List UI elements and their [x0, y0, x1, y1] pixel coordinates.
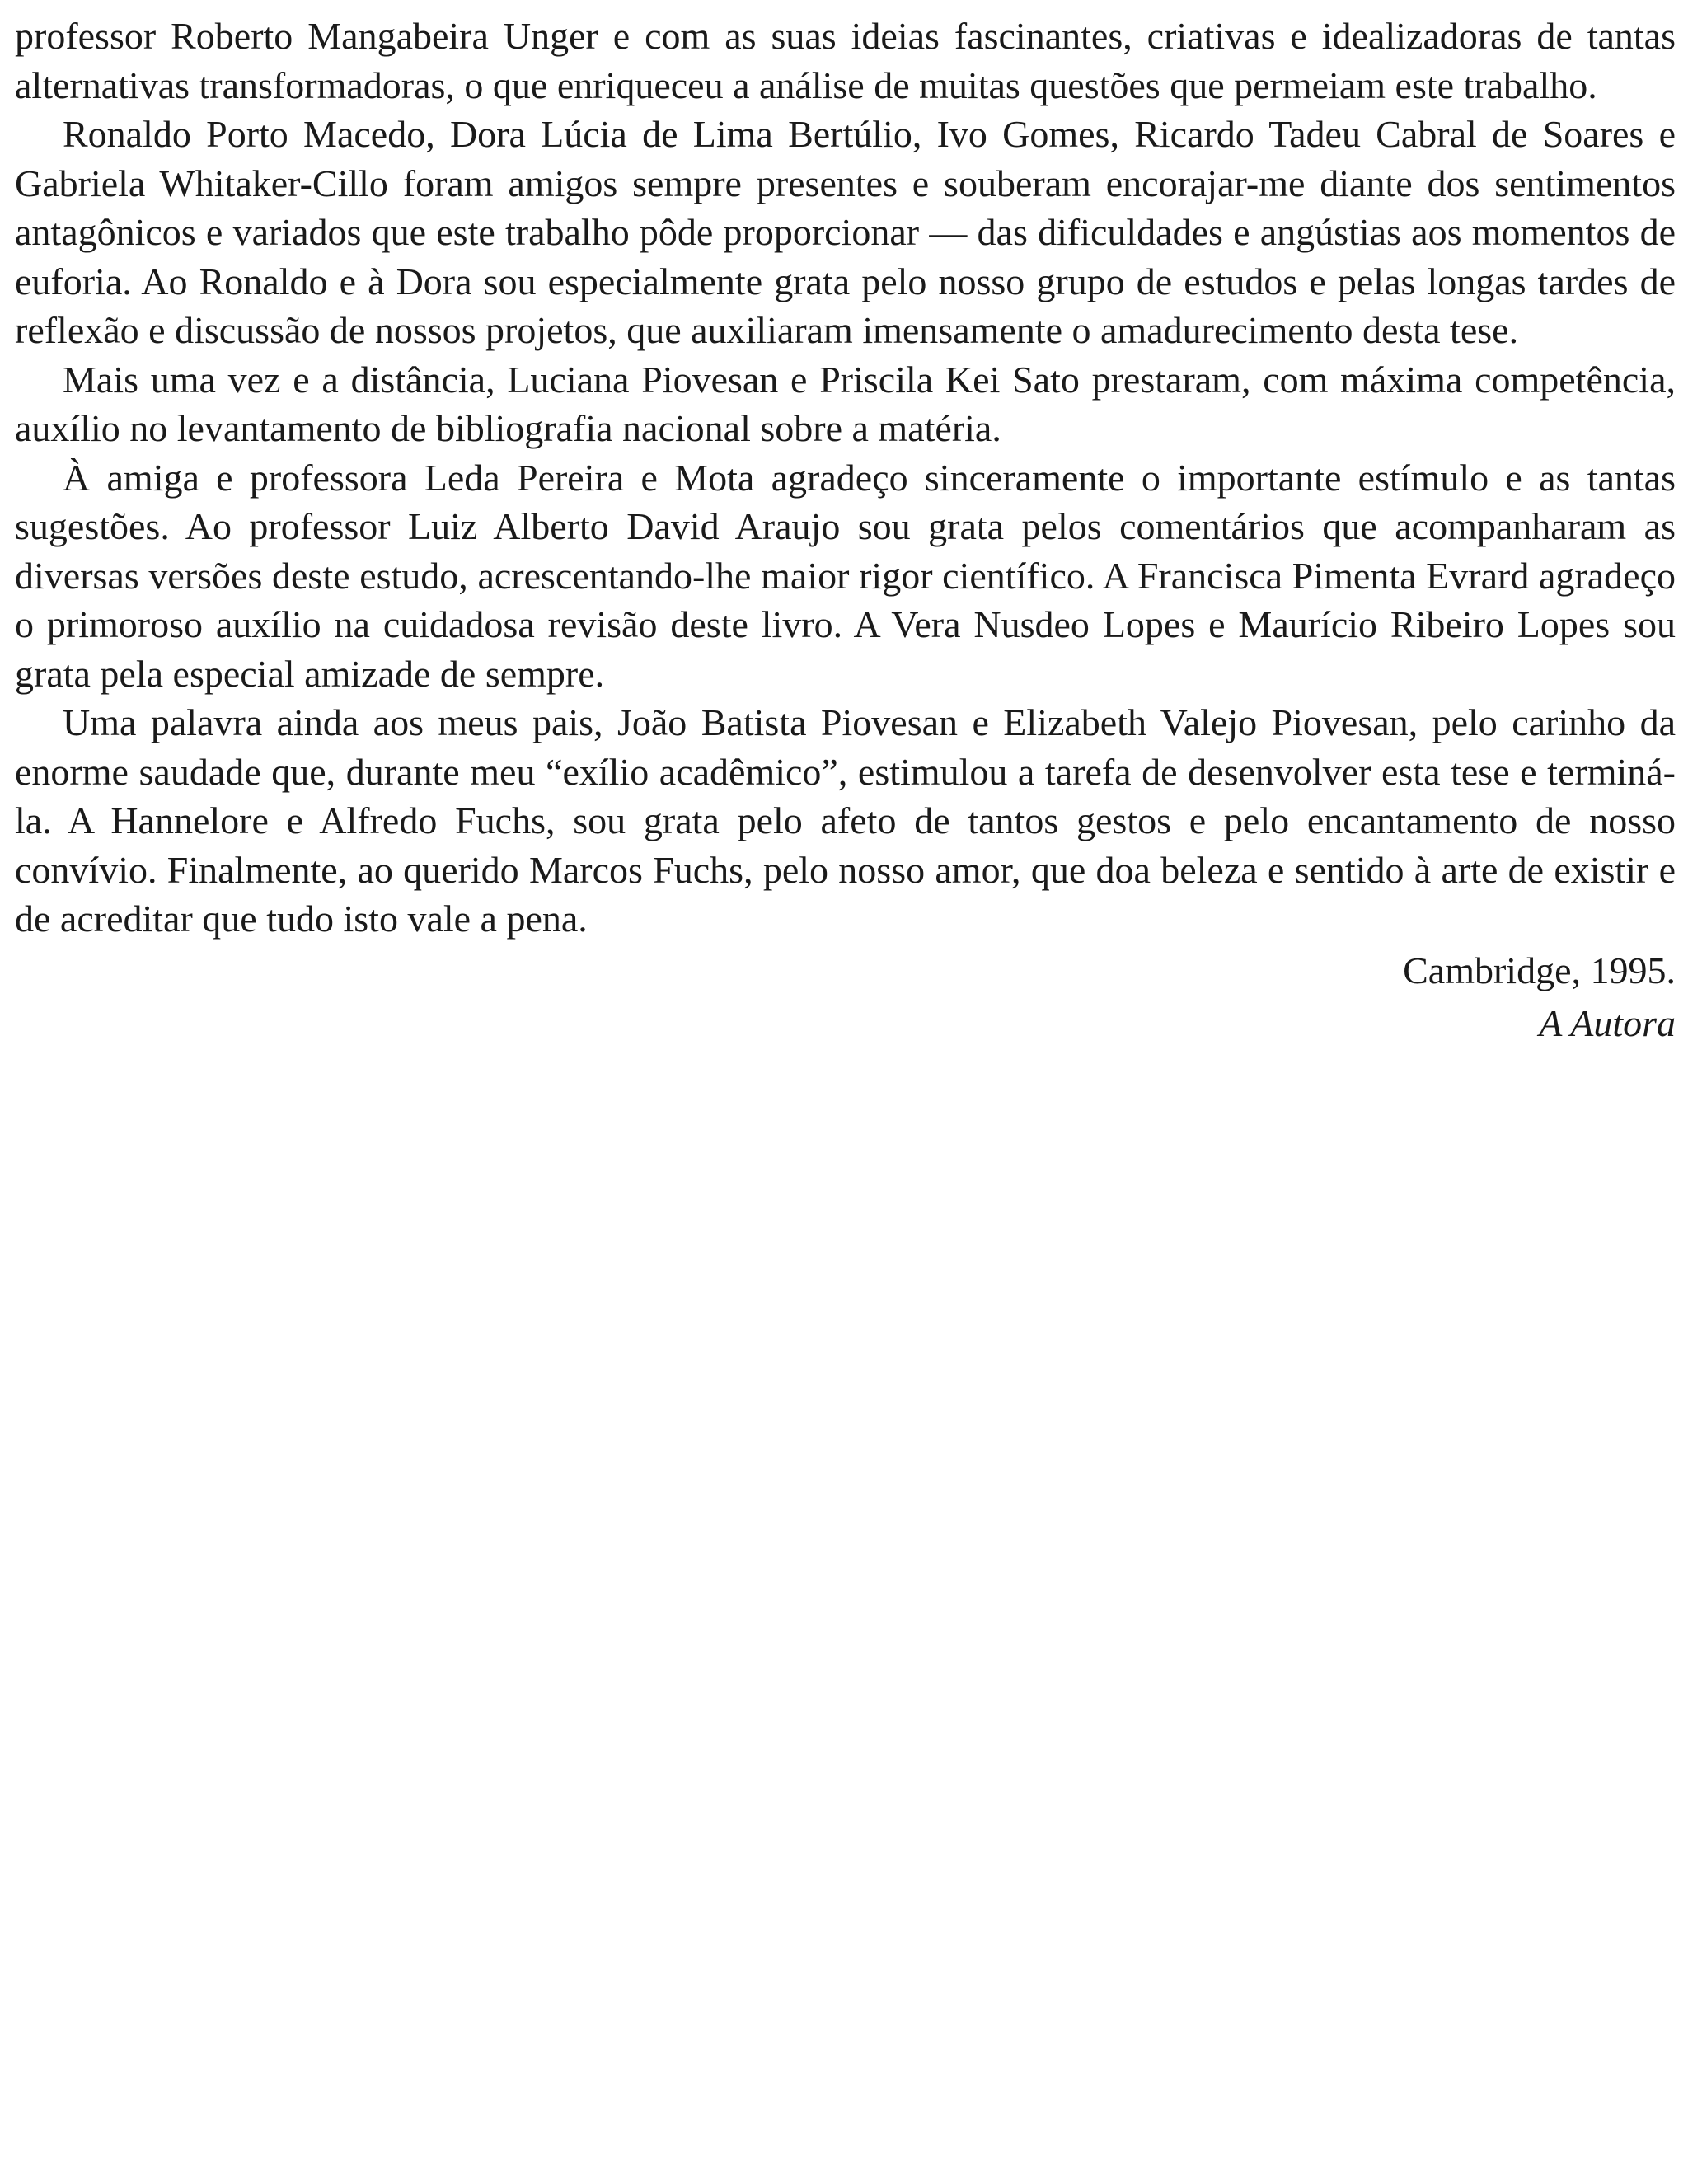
author-signature: A Autora — [1539, 1001, 1676, 1044]
document-page — [15, 12, 1676, 1048]
paragraph-unger: professor Roberto Mangabeira Unger e com as suas ideias fascinantes, criativas e idealizadoras de tantas alternativas transformadoras, o que enriqueceu a análise de muitas questões que permeiam este trabalho. — [15, 15, 1676, 106]
paragraph-professors: À amiga e professora Leda Pereira e Mota agradeço sinceramente o importante estímulo e as tantas sugestões. Ao professor Luiz Alberto David Araujo sou grata pelos comentários que acompanharam as diversas versões deste estudo, acrescentando-lhe maior rigor científico. A Francisca Pimenta Evrard agradeço o primoroso auxílio na cuidadosa revisão deste livro. A Vera Nusdeo Lopes e Maurício Ribeiro Lopes sou grata pela especial amizade de sempre. — [15, 456, 1676, 695]
place-date: Cambridge, 1995. — [1403, 949, 1676, 991]
paragraph-family: Uma palavra ainda aos meus pais, João Batista Piovesan e Elizabeth Valejo Piovesan, pelo carinho da enorme saudade que, durante meu “exílio acadêmico”, estimulou a tarefa de desenvolver esta tese e terminá-la. A Hannelore e Alfredo Fuchs, sou grata pelo afeto de tantos gestos e pelo encantamento de nosso convívio. Finalmente, ao querido Marcos Fuchs, pelo nosso amor, que doa beleza e sentido à arte de existir e de acreditar que tudo isto vale a pena. — [15, 701, 1676, 940]
paragraph-bibliography: Mais uma vez e a distância, Luciana Piovesan e Priscila Kei Sato prestaram, com máxima competência, auxílio no levantamento de bibliografia nacional sobre a matéria. — [15, 358, 1676, 449]
paragraph-friends: Ronaldo Porto Macedo, Dora Lúcia de Lima Bertúlio, Ivo Gomes, Ricardo Tadeu Cabral de Soares e Gabriela Whitaker-Cillo foram amigos sempre presentes e souberam encorajar-me diante dos sentimentos antagônicos e variados que este trabalho pôde proporcionar — das dificuldades e angústias aos momentos de euforia. Ao Ronaldo e à Dora sou especialmente grata pelo nosso grupo de estudos e pelas longas tardes de reflexão e discussão de nossos projetos, que auxiliaram imensamente o amadurecimento desta tese. — [15, 113, 1676, 351]
